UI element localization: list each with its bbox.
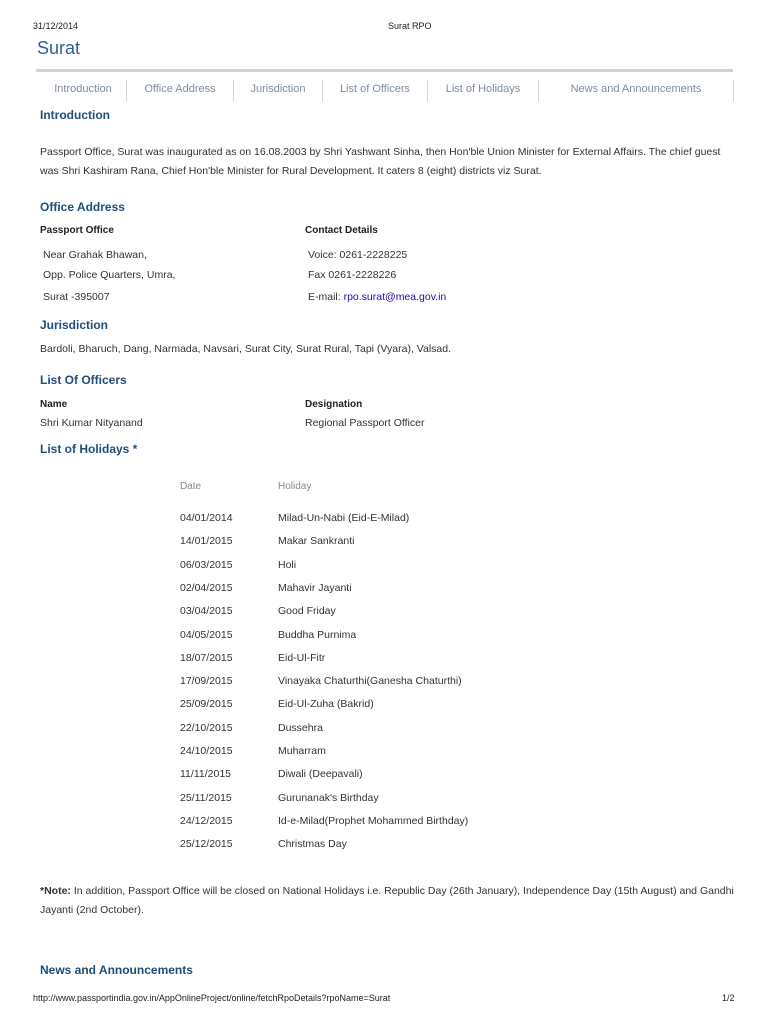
holiday-name: Makar Sankranti	[278, 535, 355, 548]
holiday-date: 14/01/2015	[180, 535, 233, 548]
holiday-date: 04/01/2014	[180, 512, 233, 524]
holiday-date: 22/10/2015	[180, 721, 233, 734]
holiday-name: Good Friday	[278, 605, 336, 618]
print-doc-title: Surat RPO	[388, 21, 432, 31]
introduction-heading: Introduction	[40, 108, 110, 122]
nav-office-address[interactable]: Office Address	[127, 80, 234, 102]
holiday-name: Id-e-Milad(Prophet Mohammed Birthday)	[278, 814, 469, 827]
holiday-name: Buddha Purnima	[278, 628, 357, 641]
holiday-date: 04/05/2015	[180, 628, 233, 641]
officer-designation: Regional Passport Officer	[305, 417, 425, 429]
section-nav	[40, 80, 734, 102]
holiday-date: 06/03/2015	[180, 558, 233, 571]
holiday-date: 25/09/2015	[180, 698, 233, 711]
holiday-name: Diwali (Deepavali)	[278, 768, 363, 781]
email-link[interactable]: rpo.surat@mea.gov.in	[343, 291, 447, 303]
holiday-name: Milad-Un-Nabi (Eid-E-Milad)	[278, 512, 410, 524]
news-heading: News and Announcements	[40, 963, 193, 977]
note-label: Note:	[44, 885, 71, 897]
office-address-heading: Office Address	[40, 200, 125, 214]
address-line-1: Near Grahak Bhawan,	[43, 249, 147, 261]
contact-details-label: Contact Details	[305, 225, 378, 236]
footer-url: http://www.passportindia.gov.in/AppOnlineProject/online/fetchRpoDetails?rpoName=Surat	[33, 993, 391, 1003]
print-date: 31/12/2014	[33, 21, 79, 31]
holidays-date-header: Date	[180, 481, 202, 492]
officer-name-label: Name	[40, 399, 68, 410]
nav-news-and-announcements[interactable]: News and Announcements	[539, 80, 734, 102]
fax-number: Fax 0261-2228226	[308, 269, 397, 281]
holiday-name: Vinayaka Chaturthi(Ganesha Chaturthi)	[278, 675, 462, 688]
holiday-date: 11/11/2015	[180, 768, 231, 781]
holidays-note	[40, 882, 740, 920]
voice-number: Voice: 0261-2228225	[308, 249, 408, 261]
footer-page-number: 1/2	[722, 993, 735, 1003]
officer-name: Shri Kumar Nityanand	[40, 417, 143, 429]
title-divider	[36, 69, 733, 72]
jurisdiction-text: Bardoli, Bharuch, Dang, Narmada, Navsari, Surat City, Surat Rural, Tapi (Vyara), Valsad.	[40, 343, 452, 355]
holiday-name: Eid-Ul-Fitr	[278, 651, 326, 664]
holiday-date: 24/12/2015	[180, 814, 233, 827]
note-text: In addition, Passport Office will be closed on National Holidays i.e. Republic Day (26th January), Independence Day (15th August) and Gandhi Jayanti (2nd October).	[40, 885, 734, 916]
holiday-date: 03/04/2015	[180, 605, 233, 618]
address-line-3: Surat -395007	[43, 291, 110, 303]
holiday-name: Eid-Ul-Zuha (Bakrid)	[278, 698, 374, 711]
nav-list-of-officers[interactable]: List of Officers	[323, 80, 428, 102]
officer-designation-label: Designation	[305, 399, 363, 410]
jurisdiction-heading: Jurisdiction	[40, 318, 109, 332]
email-line	[308, 291, 446, 303]
holiday-date: 25/12/2015	[180, 838, 233, 851]
holidays-heading: List of Holidays *	[40, 442, 138, 456]
holiday-name: Mahavir Jayanti	[278, 581, 352, 594]
holidays-holiday-header: Holiday	[278, 481, 312, 492]
holiday-date: 18/07/2015	[180, 651, 233, 664]
passport-office-label: Passport Office	[40, 225, 114, 236]
holiday-name: Dussehra	[278, 721, 323, 734]
holiday-name: Gurunanak's Birthday	[278, 791, 379, 804]
page-title: Surat	[37, 38, 81, 58]
holiday-name: Muharram	[278, 745, 326, 757]
introduction-text: Passport Office, Surat was inaugurated as on 16.08.2003 by Shri Yashwant Sinha, then Hon'ble Union Minister for External Affairs. The chief guest was Shri Kashiram Rana, Chief Hon'ble Minister for Rural Development. It caters 8 (eight) districts viz Surat.	[40, 146, 721, 177]
nav-list-of-holidays[interactable]: List of Holidays	[428, 80, 539, 102]
nav-introduction[interactable]: Introduction	[40, 80, 127, 102]
holiday-date: 25/11/2015	[180, 791, 232, 804]
holiday-date: 24/10/2015	[180, 745, 233, 757]
holiday-name: Holi	[278, 558, 297, 571]
holiday-date: 17/09/2015	[180, 675, 233, 688]
email-label: E-mail:	[308, 291, 344, 303]
holiday-name: Christmas Day	[278, 838, 347, 851]
address-line-2: Opp. Police Quarters, Umra,	[43, 269, 176, 281]
officers-heading: List Of Officers	[40, 373, 127, 387]
note-mark: *	[40, 885, 45, 897]
holiday-date: 02/04/2015	[180, 581, 233, 594]
nav-jurisdiction[interactable]: Jurisdiction	[234, 80, 323, 102]
